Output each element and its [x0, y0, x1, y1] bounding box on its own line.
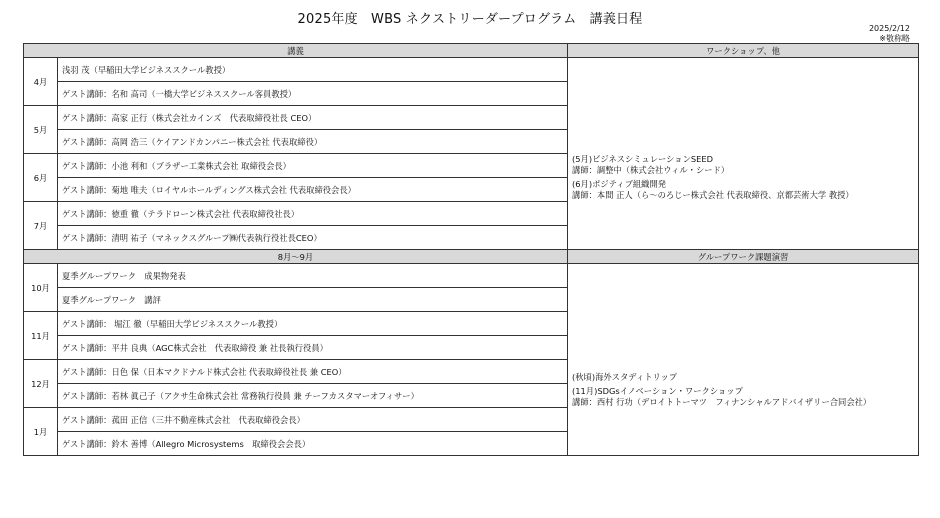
month-cell: 5月 [24, 106, 58, 154]
lecture-cell: 夏季グループワーク 成果物発表 [58, 264, 568, 288]
month-cell: 7月 [24, 202, 58, 250]
lecture-cell: ゲスト講師：若林 眞己子（アクサ生命株式会社 常務執行役員 兼 チーフカスタマーオフィサー） [58, 384, 568, 408]
lecture-cell: ゲスト講師：高家 正行（株式会社カインズ 代表取締役社長 CEO） [58, 106, 568, 130]
lecture-cell: ゲスト講師：清明 祐子（マネックスグループ㈱代表執行役社長CEO） [58, 226, 568, 250]
workshop-instructor: 講師：西村 行功（デロイトトーマツ フィナンシャルアドバイザリー合同会社） [572, 396, 872, 407]
document-date: 2025/2/12 [868, 24, 910, 33]
month-cell: 6月 [24, 154, 58, 202]
lecture-cell: 浅羽 茂（早稲田大学ビジネススクール教授） [58, 58, 568, 82]
table-row [24, 58, 919, 82]
lecture-cell: ゲスト講師：名和 高司（一橋大学ビジネススクール客員教授） [58, 82, 568, 106]
workshop-instructor: 講師：調整中（株式会社ウィル・シード） [572, 165, 730, 175]
workshop-instructor: 講師：本間 正人（ら～のろじー株式会社 代表取締役、京都芸術大学 教授） [572, 190, 854, 200]
month-cell: 11月 [24, 312, 58, 360]
month-cell: 4月 [24, 58, 58, 106]
month-cell: 1月 [24, 408, 58, 456]
workshop-entry [572, 372, 914, 383]
month-cell: 10月 [24, 264, 58, 312]
section-header-row [24, 250, 919, 264]
workshop-title: (秋頃)海外スタディトリップ [572, 371, 678, 382]
schedule-table [23, 43, 919, 456]
lecture-cell: 夏季グループワーク 講評 [58, 288, 568, 312]
lecture-cell: ゲスト講師：高岡 浩三（ケイアンドカンパニー株式会社 代表取締役） [58, 130, 568, 154]
workshop-entry [572, 179, 914, 201]
workshop-cell [568, 264, 919, 456]
period-header: 8月～9月 [24, 250, 568, 264]
month-cell: 12月 [24, 360, 58, 408]
lecture-cell: ゲスト講師： 堀江 徹（早稲田大学ビジネススクール教授） [58, 312, 568, 336]
workshop-cell [568, 58, 919, 250]
lecture-cell: ゲスト講師：菰田 正信（三井不動産株式会社 代表取締役会長） [58, 408, 568, 432]
workshop-entry [572, 154, 914, 176]
workshop-header: ワークショップ、他 [568, 44, 919, 58]
workshop-title: (6月)ポジティブ組織開発 [572, 179, 667, 189]
table-row [24, 264, 919, 288]
group-work-header: グループワーク課題演習 [568, 250, 919, 264]
lecture-cell: ゲスト講師：鈴木 善博（Allegro Microsystems 取締役会会長） [58, 432, 568, 456]
workshop-title: (5月)ビジネスシミュレーションSEED [572, 154, 714, 164]
honorifics-note: ※敬称略 [879, 34, 910, 43]
lecture-cell: ゲスト講師：徳重 徹（テラドローン株式会社 代表取締役社長） [58, 202, 568, 226]
workshop-entry [572, 386, 914, 408]
lecture-cell: ゲスト講師：小池 利和（ブラザー工業株式会社 取締役会長） [58, 154, 568, 178]
lecture-header: 講義 [24, 44, 568, 58]
lecture-cell: ゲスト講師：菊地 唯夫（ロイヤルホールディングス株式会社 代表取締役会長） [58, 178, 568, 202]
page-title: 2025年度 WBS ネクストリーダープログラム 講義日程 [297, 12, 643, 27]
table-header-row [24, 44, 919, 58]
workshop-title: (11月)SDGsイノベーション・ワークショップ [572, 385, 743, 396]
lecture-cell: ゲスト講師：平井 良典（AGC株式会社 代表取締役 兼 社長執行役員） [58, 336, 568, 360]
lecture-cell: ゲスト講師：日色 保（日本マクドナルド株式会社 代表取締役社長 兼 CEO） [58, 360, 568, 384]
